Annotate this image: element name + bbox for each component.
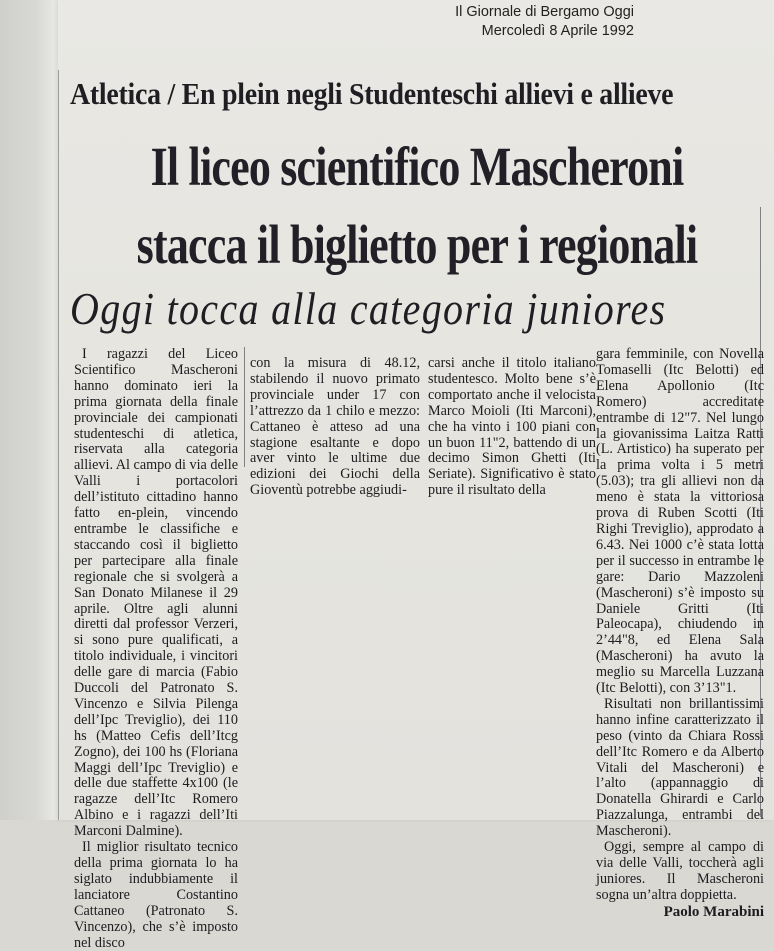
publication-name: Il Giornale di Bergamo Oggi xyxy=(455,4,634,20)
column-rule xyxy=(244,347,245,467)
paragraph: carsi anche il titolo italiano studentesco. Molto bene s’è comportato anche il velocista Marco Moioli (Iti Marconi), che ha vinto i 100 piani con un buon 11"2, battendo di un decimo Simon Ghetti (Iti Seriate). Significativo è stato pure il risultato della xyxy=(428,355,596,499)
masthead xyxy=(455,3,634,41)
clipping-cut-edge xyxy=(58,70,59,820)
paragraph: Il miglior risultato tecnico della prima giornata lo ha siglato indubbiamente il lanciatore Costantino Cattaneo (Patronato S. Vincenzo), che s’è imposto nel disco xyxy=(74,839,238,951)
article-body xyxy=(74,346,764,951)
column-2 xyxy=(250,356,420,499)
column-1 xyxy=(74,347,238,951)
article-headline xyxy=(60,128,774,284)
headline-line-2: stacca il biglietto per i regionali xyxy=(136,214,698,275)
column-3 xyxy=(428,356,596,499)
headline-line-1: Il liceo scientifico Mascheroni xyxy=(150,136,684,197)
paragraph: I ragazzi del Liceo Scientifico Mascheroni hanno dominato ieri la prima giornata della finale provinciale dei campionati studenteschi di atletica, riservata alla categoria allievi. Al campo di via delle Valli i portacolori dell’istituto cittadino hanno fatto en-plein, vincendo entrambe le classifiche e staccando così il biglietto per partecipare alla finale regionale che si svolgerà a San Donato Milanese il 29 aprile. Oltre agli alunni diretti dal professor Verzeri, si sono pure qualificati, a titolo individuale, i vincitori delle gare di marcia (Fabio Duccoli del Patronato S. Vincenzo e Silvia Pilenga dell’Ipc Treviglio), dei 110 hs (Matteo Cefis dell’Itcg Zogno), dei 100 hs (Floriana Maggi dell’Ipc Treviglio) e delle due staffette 4x100 (le ragazze dell’Itc Romero Albino e i ragazzi dell’Iti Marconi Dalmine). xyxy=(74,346,238,840)
paragraph: gara femminile, con Novella Tomaselli (Itc Belotti) ed Elena Apollonio (Itc Romero) accreditate entrambe di 12"7. Nel lungo la giovanissima Laitza Ratti (L. Artistico) ha superato per la prima volta i 5 metri (5.03); tra gli allievi non da meno è stata la vittoriosa prova di Ruben Scotti (Iti Righi Treviglio), approdato a 6.43. Nei 1000 c’è stata lotta per il successo in entrambe le gare: Dario Mazzoleni (Mascheroni) s’è imposto su Daniele Gritti (Iti Paleocapa), chiudendo in 2’44"8, ed Elena Sala (Mascheroni) ha avuto la meglio su Marcella Luzzana (Itc Belotti), con 3’13"1. xyxy=(596,346,764,697)
background-sheet xyxy=(0,0,60,820)
article-kicker: Atletica / En plein negli Studenteschi allievi e allieve xyxy=(70,76,674,111)
publication-date: Mercoledì 8 Aprile 1992 xyxy=(481,23,634,39)
paragraph: Oggi, sempre al campo di via delle Valli, toccherà agli juniores. Il Mascheroni sogna un’altra doppietta. xyxy=(596,839,764,903)
column-4 xyxy=(596,347,764,921)
paragraph: Risultati non brillantissimi hanno infine caratterizzato il peso (vinto da Chiara Rossi dell’Itc Romero e da Alberto Vitali del Mascheroni) e l’alto (appannaggio di Donatella Ghirardi e Carlo Piazzalunga, entrambi del Mascheroni). xyxy=(596,695,764,840)
paragraph: con la misura di 48.12, stabilendo il nuovo primato provinciale under 17 con l’attrezzo da 1 chilo e mezzo: Cattaneo è atteso ad una stagione esaltante e dopo aver vinto le ultime due edizioni dei Giochi della Gioventù potrebbe aggiudi- xyxy=(250,355,420,499)
article-subhead: Oggi tocca alla categoria juniores xyxy=(70,283,667,334)
author-byline: Paolo Marabini xyxy=(663,903,764,920)
